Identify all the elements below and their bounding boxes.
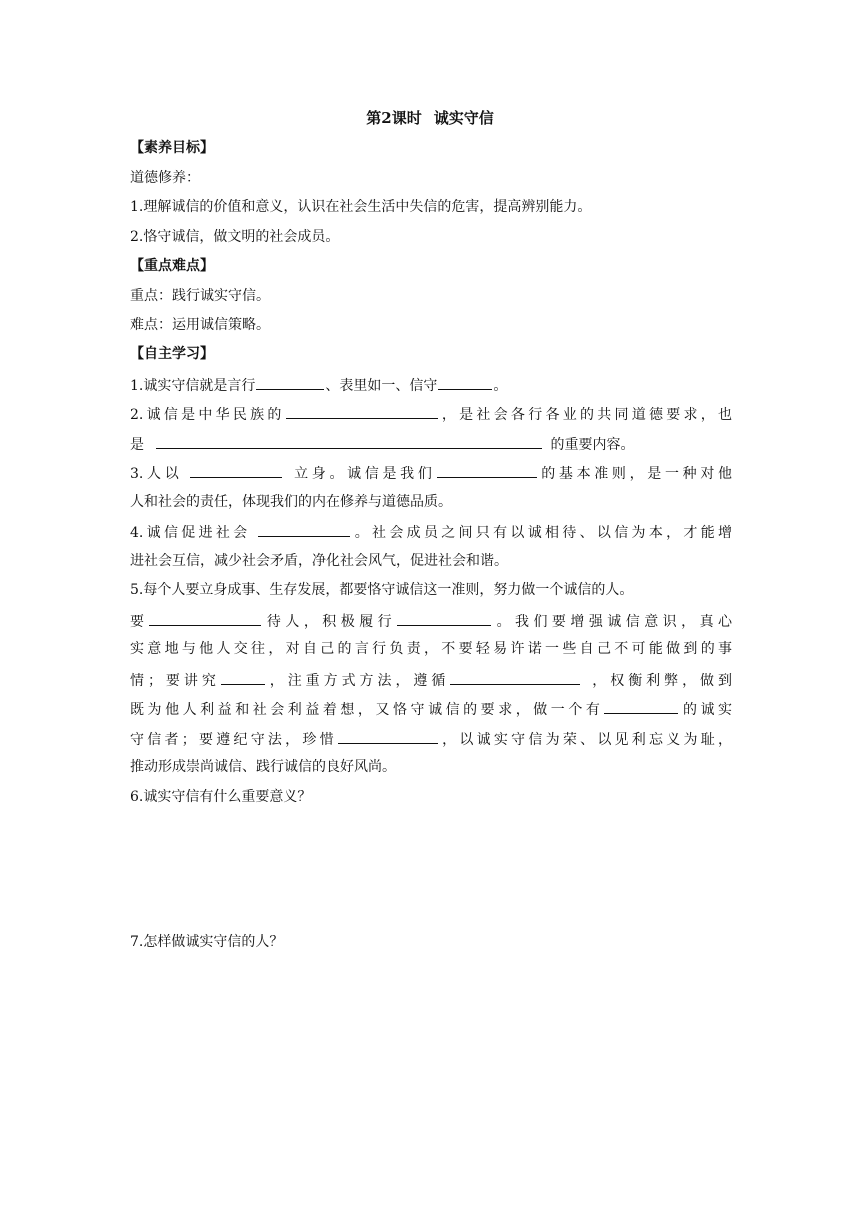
question-3-cont: 人和社会的责任，体现我们的内在修养与道德品质。 [130,494,452,510]
question-5: 5.每个人要立身成事、生存发展，都要恪守诚信这一准则，努力做一个诚信的人。 [130,582,634,598]
fill-blank[interactable] [438,374,492,390]
lesson-number: 第2课时 [366,109,422,127]
fill-blank[interactable] [256,374,324,390]
question-4: 4.诚信促进社会 。社会成员之间只有以诚相待、以信为本，才能增 [130,521,732,543]
fill-blank[interactable] [190,462,282,478]
fill-blank[interactable] [149,610,261,626]
fill-blank[interactable] [604,698,678,714]
goal-item-1: 1.理解诚信的价值和意义，认识在社会生活中失信的危害，提高辨别能力。 [130,199,592,215]
fill-blank[interactable] [221,669,265,685]
question-5-line-6: 守信者；要遵纪守法，珍惜 ，以诚实守信为荣、以见利忘义为耻， [130,728,732,750]
question-5-line-4: 情；要讲究 ，注重方式方法，遵循 ，权衡利弊，做到 [130,669,732,691]
question-5-line-7: 推动形成崇尚诚信、践行诚信的良好风尚。 [130,759,396,775]
page-title [130,108,730,128]
key-point-focus: 重点：践行诚实守信。 [130,288,270,304]
fill-blank[interactable] [450,669,580,685]
question-5-line-2: 要 待人，积极履行 。我们要增强诚信意识，真心 [130,610,732,632]
question-6: 6.诚实守信有什么重要意义？ [130,789,312,805]
key-point-difficulty: 难点：运用诚信策略。 [130,317,270,333]
lesson-topic: 诚实守信 [433,109,494,127]
fill-blank[interactable] [437,462,537,478]
question-1: 1.诚实守信就是言行 、表里如一、信守 。 [130,374,732,396]
question-5-line-5: 既为他人利益和社会利益着想，又恪守诚信的要求，做一个有 的诚实 [130,698,732,720]
fill-blank[interactable] [286,403,438,419]
fill-blank[interactable] [156,433,542,449]
question-2-cont: 是 的重要内容。 [130,433,732,455]
question-7: 7.怎样做诚实守信的人？ [130,934,284,950]
question-4-cont: 进社会互信，减少社会矛盾，净化社会风气，促进社会和谐。 [130,553,508,569]
question-2: 2.诚信是中华民族的 ，是社会各行各业的共同道德要求，也 [130,403,732,425]
fill-blank[interactable] [258,521,350,537]
fill-blank[interactable] [338,728,438,744]
section-heading-key-points: 【重点难点】 [130,258,214,274]
fill-blank[interactable] [397,610,491,626]
question-3: 3.人以 立身。诚信是我们 的基本准则，是一种对他 [130,462,732,484]
goal-item-2: 2.恪守诚信，做文明的社会成员。 [130,229,340,245]
question-5-line-3: 实意地与他人交往，对自己的言行负责，不要轻易许诺一些自己不可能做到的事 [130,641,732,657]
section-heading-goals: 【素养目标】 [130,140,214,156]
section-heading-self-study: 【自主学习】 [130,346,214,362]
goal-category: 道德修养： [130,170,200,186]
